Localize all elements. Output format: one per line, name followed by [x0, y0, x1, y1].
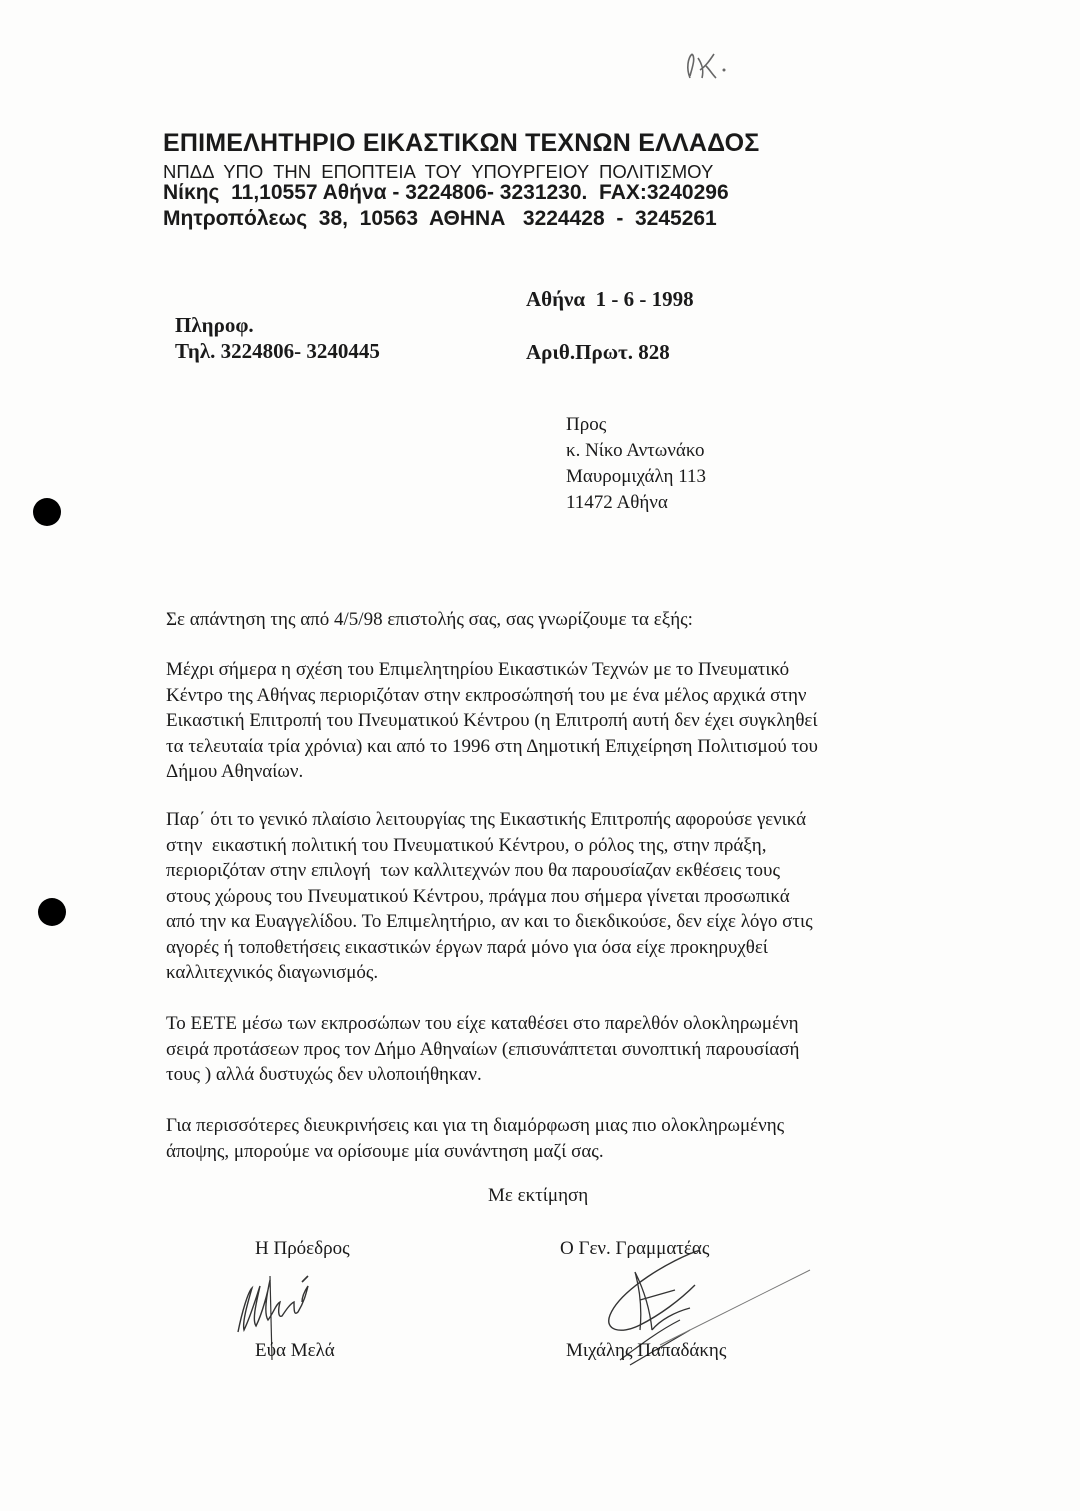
text-line: καλλιτεχνικός διαγωνισμός.: [166, 962, 379, 983]
text-line: αγορές ή τοποθετήσεις εικαστικών έργων παρά μόνο για όσα είχε προκηρυχθεί: [166, 936, 768, 958]
letterhead-subtitle: ΝΠΔΔ ΥΠΟ ΤΗΝ ΕΠΟΠΤΕΙΑ ΤΟΥ ΥΠΟΥΡΓΕΙΟΥ ΠΟΛΙΤΙΣΜΟΥ: [163, 161, 714, 182]
paragraph-2: [166, 807, 813, 986]
closing-salutation: Με εκτίμηση: [488, 1185, 589, 1206]
signatory-title-president: Η Πρόεδρος: [255, 1238, 350, 1259]
letterhead-address-2: Μητροπόλεως 38, 10563 ΑΘΗΝΑ 3224428 - 3245261: [163, 207, 717, 230]
text-line: άποψης, μπορούμε να ορίσουμε μία συνάντηση μαζί σας.: [166, 1140, 604, 1162]
recipient-name: κ. Νίκο Αντωνάκο: [566, 440, 705, 461]
letterhead-address-1: Νίκης 11,10557 Αθήνα - 3224806- 3231230. FAX:3240296: [163, 181, 729, 204]
text-line: Το ΕΕΤΕ μέσω των εκπροσώπων του είχε καταθέσει στο παρελθόν ολοκληρωμένη: [166, 1013, 799, 1034]
letter-date: Αθήνα 1 - 6 - 1998: [526, 287, 694, 311]
recipient-block: [566, 412, 706, 516]
text-line: Για περισσότερες διευκρινήσεις και για τη διαμόρφωση μιας πιο ολοκληρωμένης: [166, 1115, 785, 1136]
signatory-name-president: Εύα Μελά: [255, 1340, 335, 1361]
text-line: τα τελευταία τρία χρόνια) και από το 1996 στη Δημοτική Επιχείρηση Πολιτισμού του: [166, 735, 818, 757]
text-line: Μέχρι σήμερα η σχέση του Επιμελητηρίου Εικαστικών Τεχνών με το Πνευματικό: [166, 659, 790, 680]
punch-hole: [33, 498, 61, 526]
text-line: περιοριζόταν στην επιλογή των καλλιτεχνών που θα παρουσίαζαν εκθέσεις τους: [166, 860, 780, 881]
info-phone: Τηλ. 3224806- 3240445: [175, 339, 380, 363]
signatory-title-secretary: Ο Γεν. Γραμματέας: [560, 1238, 710, 1259]
paragraph-4: [166, 1113, 784, 1164]
text-line: Σε απάντηση της από 4/5/98 επιστολής σας, σας γνωρίζουμε τα εξής:: [166, 609, 693, 630]
info-label: Πληροφ.: [175, 313, 254, 337]
text-line: από την κα Ευαγγελίδου. Το Επιμελητήριο, αν και το διεκδικούσε, δεν είχε λόγο στις: [166, 911, 813, 932]
protocol-number: Αριθ.Πρωτ. 828: [526, 340, 670, 364]
letterhead-name: ΕΠΙΜΕΛΗΤΗΡΙΟ ΕΙΚΑΣΤΙΚΩΝ ΤΕΧΝΩΝ ΕΛΛΑΔΟΣ: [163, 129, 760, 157]
paragraph-3: [166, 1011, 799, 1088]
text-line: Δήμου Αθηναίων.: [166, 761, 304, 782]
text-line: Εικαστική Επιτροπή του Πνευματικού Κέντρου (η Επιτροπή αυτή δεν έχει συγκληθεί: [166, 710, 818, 731]
text-line: σειρά προτάσεων προς τον Δήμο Αθηναίων (επισυνάπτεται συνοπτική παρουσίασή: [166, 1038, 800, 1060]
recipient-to: Προς: [566, 414, 607, 435]
paragraph-1: [166, 657, 818, 785]
recipient-street: Μαυρομιχάλη 113: [566, 466, 707, 487]
handwritten-initials: [680, 48, 740, 88]
signatory-name-secretary: Μιχάλης Παπαδάκης: [566, 1340, 727, 1361]
text-line: στους χώρους του Πνευματικού Κέντρου, πράγμα που σήμερα γίνεται προσωπικά: [166, 885, 790, 907]
punch-hole: [38, 898, 66, 926]
recipient-city: 11472 Αθήνα: [566, 492, 668, 513]
text-line: τους ) αλλά δυστυχώς δεν υλοποιήθηκαν.: [166, 1064, 482, 1085]
text-line: στην εικαστική πολιτική του Πνευματικού Κέντρου, ο ρόλος της, στην πράξη,: [166, 834, 767, 856]
text-line: Κέντρο της Αθήνας περιοριζόταν στην εκπροσώπησή του με ένα μέλος αρχικά στην: [166, 684, 807, 706]
intro-paragraph: [166, 607, 693, 633]
text-line: Παρ΄ ότι το γενικό πλαίσιο λειτουργίας της Εικαστικής Επιτροπής αφορούσε γενικά: [166, 809, 807, 830]
